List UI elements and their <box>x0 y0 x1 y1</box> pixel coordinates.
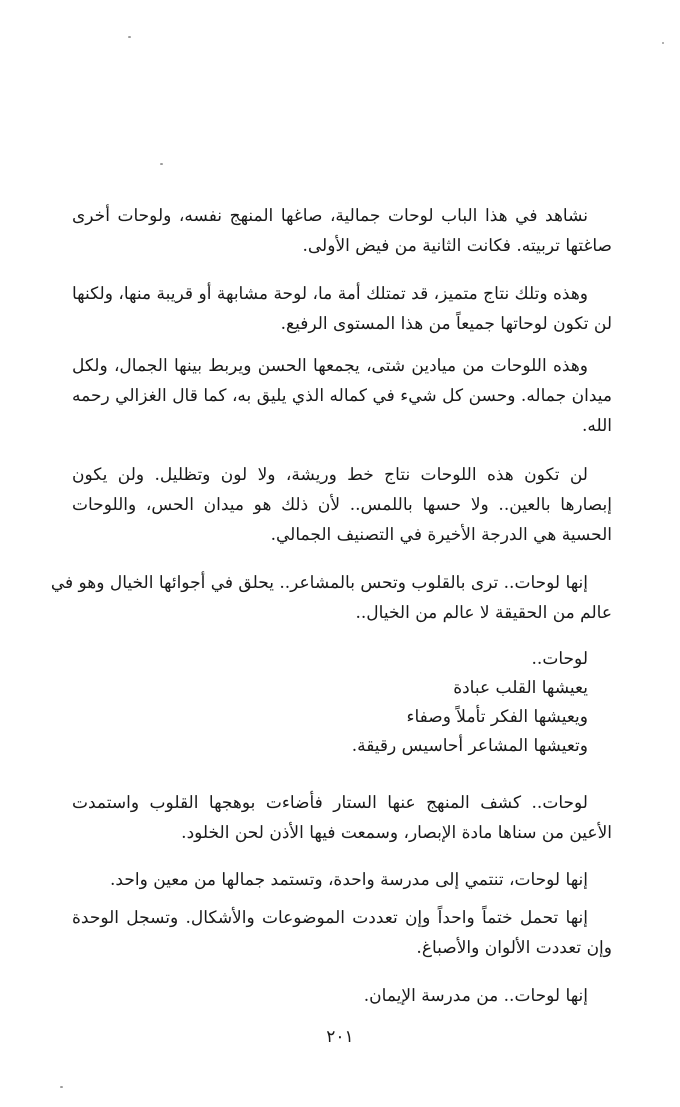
paragraph-line: إنها لوحات.. ترى بالقلوب وتحس بالمشاعر.. يحلق في أجوائها الخيال وهو في <box>50 573 588 593</box>
verse-line: لوحات.. <box>531 649 588 669</box>
paragraph-line: الأعين من سناها مادة الإبصار، وسمعت فيها الأذن لحن الخلود. <box>181 823 612 843</box>
paragraph-9 <box>72 981 612 1011</box>
paragraph-line: صاغتها تربيته. فكانت الثانية من فيض الأولى. <box>302 236 612 256</box>
scan-speck <box>662 42 664 44</box>
paragraph-6 <box>72 788 612 848</box>
paragraph-line: إبصارها بالعين.. ولا حسها باللمس.. لأن ذلك هو ميدان الحس، واللوحات <box>72 495 612 515</box>
scan-speck <box>160 163 163 165</box>
paragraph-4 <box>72 460 612 550</box>
paragraph-8 <box>72 903 612 963</box>
paragraph-3 <box>72 351 612 441</box>
paragraph-line: الحسية هي الدرجة الأخيرة في التصنيف الجمالي. <box>270 525 612 545</box>
paragraph-line: وهذه اللوحات من ميادين شتى، يجمعها الحسن ويربط بينها الجمال، ولكل <box>72 356 588 376</box>
scan-speck <box>128 36 131 38</box>
paragraph-line: إنها لوحات.. من مدرسة الإيمان. <box>363 986 588 1006</box>
paragraph-line: عالم من الحقيقة لا عالم من الخيال.. <box>355 603 612 623</box>
paragraph-line: لن تكون لوحاتها جميعاً من هذا المستوى الرفيع. <box>280 314 612 334</box>
paragraph-line: نشاهد في هذا الباب لوحات جمالية، صاغها المنهج نفسه، ولوحات أخرى <box>72 206 588 226</box>
paragraph-line: إنها تحمل ختماً واحداً وإن تعددت الموضوعات والأشكال. وتسجل الوحدة <box>72 908 588 928</box>
verse-block <box>72 645 612 761</box>
paragraph-line: وإن تعددت الألوان والأصباغ. <box>416 938 612 958</box>
paragraph-1 <box>72 201 612 261</box>
paragraph-line: وهذه وتلك نتاج متميز، قد تمتلك أمة ما، لوحة مشابهة أو قريبة منها، ولكنها <box>72 284 588 304</box>
page-number: ٢٠١ <box>326 1027 354 1047</box>
paragraph-2 <box>72 279 612 339</box>
paragraph-line: لن تكون هذه اللوحات نتاج خط وريشة، ولا لون وتظليل. ولن يكون <box>72 465 588 485</box>
verse-line: يعيشها القلب عبادة <box>453 678 588 698</box>
paragraph-line: الله. <box>581 416 612 436</box>
paragraph-line: ميدان جماله. وحسن كل شيء في كماله الذي يليق به، كما قال الغزالي رحمه <box>72 386 612 406</box>
scan-speck <box>60 1086 63 1088</box>
paragraph-line: لوحات.. كشف المنهج عنها الستار فأضاءت بوهجها القلوب واستمدت <box>72 793 588 813</box>
paragraph-7 <box>72 865 612 895</box>
verse-line: وتعيشها المشاعر أحاسيس رقيقة. <box>351 736 588 756</box>
paragraph-line: إنها لوحات، تنتمي إلى مدرسة واحدة، وتستمد جمالها من معين واحد. <box>110 870 588 890</box>
paragraph-5 <box>50 568 612 628</box>
verse-line: ويعيشها الفكر تأملاً وصفاء <box>406 707 588 727</box>
